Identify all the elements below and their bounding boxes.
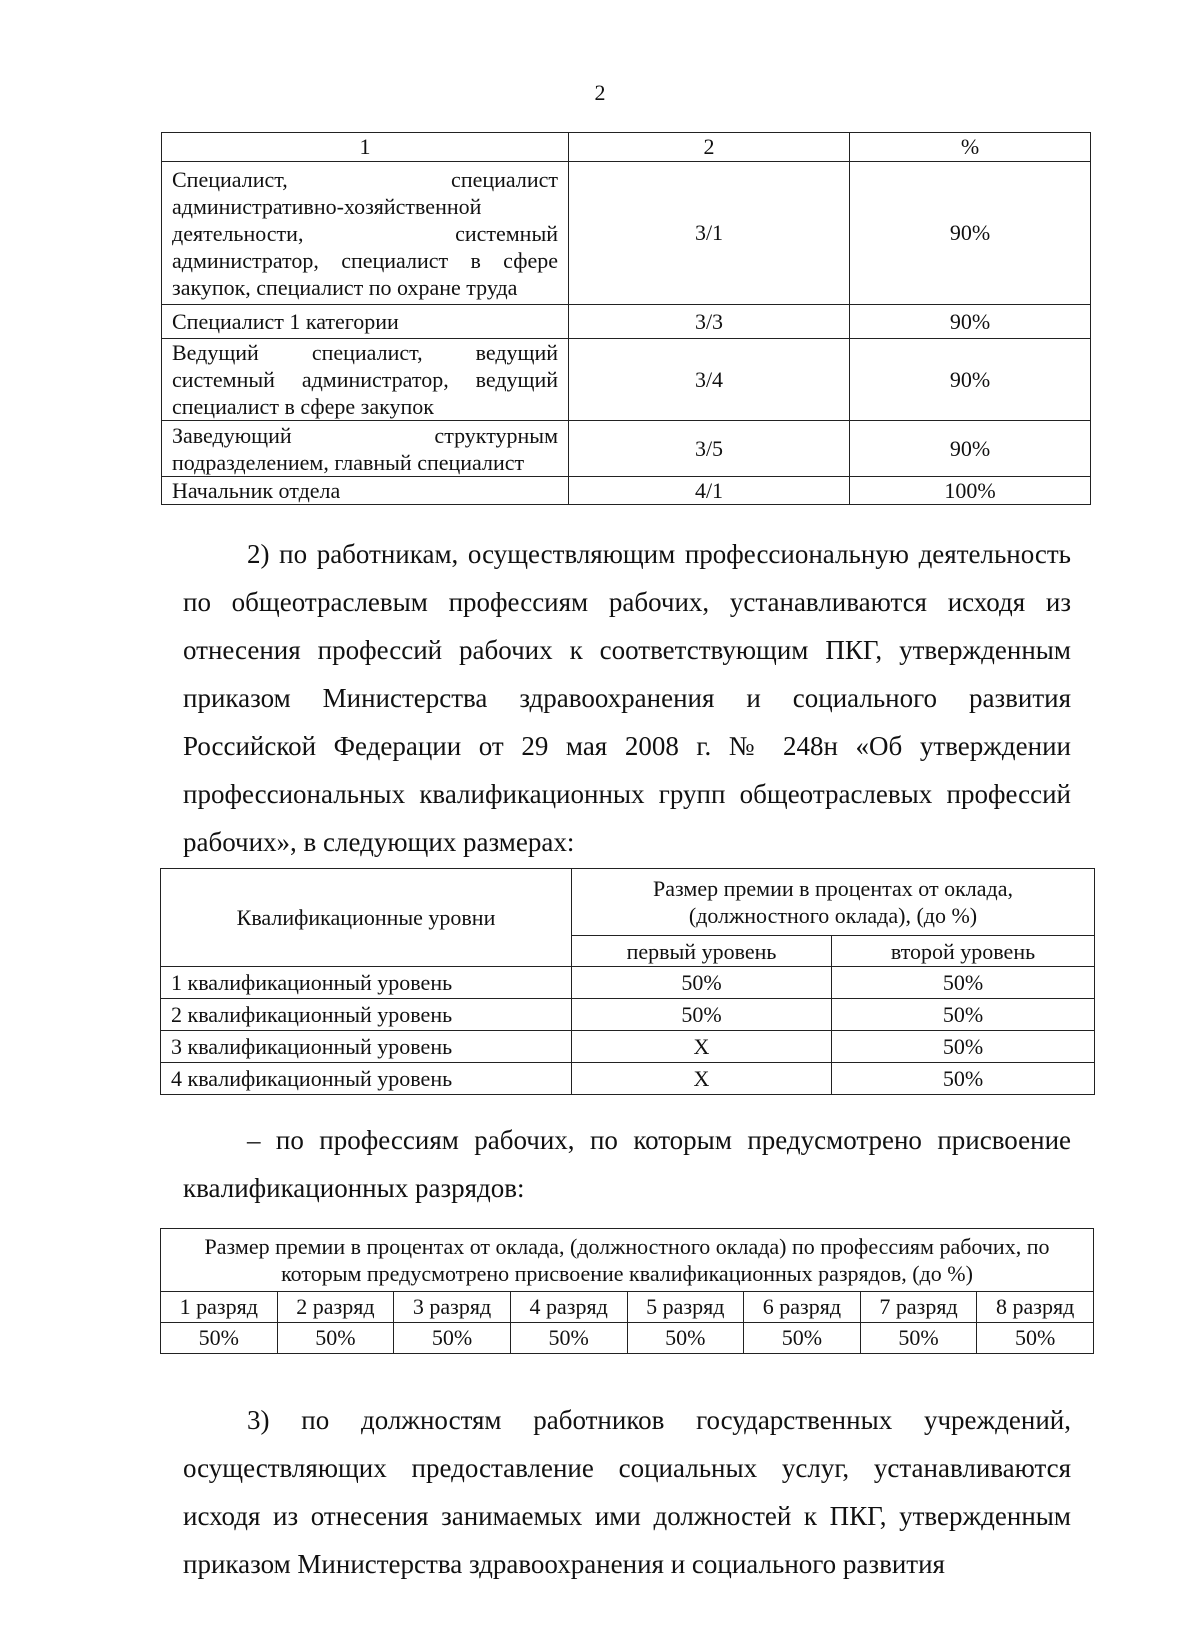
grades-premium-table — [160, 1228, 1094, 1354]
second-level-cell: 50% — [832, 1063, 1095, 1095]
value-cell: 50% — [510, 1323, 627, 1354]
group-cell: 3/3 — [569, 305, 850, 339]
position-cell: Ведущий специалист, ведущий системный администратор, ведущий специалист в сфере закупок — [162, 339, 569, 421]
column-header: 1 — [162, 133, 569, 162]
column-header: 2 — [569, 133, 850, 162]
second-level-cell: 50% — [832, 999, 1095, 1031]
grade-cell: 7 разряд — [860, 1292, 977, 1323]
paragraph-dash: – по профессиям рабочих, по которым предусмотрено присвоение квалификационных разрядов: — [183, 1125, 1071, 1203]
grade-cell: 3 разряд — [394, 1292, 511, 1323]
group-cell: 4/1 — [569, 477, 850, 505]
level-cell: 4 квалификационный уровень — [161, 1063, 572, 1095]
value-cell: 50% — [161, 1323, 278, 1354]
table-row — [162, 339, 1091, 421]
qualification-levels-table — [160, 868, 1095, 1095]
header-qualification-levels: Квалификационные уровни — [161, 869, 572, 967]
table-row — [161, 1031, 1095, 1063]
grade-cell: 5 разряд — [627, 1292, 744, 1323]
position-cell: Специалист, специалист административно-хозяйственной деятельности, системный администратор, специалист в сфере закупок, специалист по охране труда — [162, 162, 569, 305]
second-level-cell: 50% — [832, 967, 1095, 999]
group-cell: 3/1 — [569, 162, 850, 305]
first-level-cell: Х — [572, 1063, 832, 1095]
grades-row — [161, 1292, 1094, 1323]
table-row — [161, 999, 1095, 1031]
header-second-level: второй уровень — [832, 936, 1095, 967]
position-cell: Начальник отдела — [162, 477, 569, 505]
second-level-cell: 50% — [832, 1031, 1095, 1063]
percent-cell: 90% — [850, 162, 1091, 305]
grade-cell: 4 разряд — [510, 1292, 627, 1323]
value-cell: 50% — [394, 1323, 511, 1354]
value-cell: 50% — [744, 1323, 861, 1354]
position-cell: Заведующий структурным подразделением, главный специалист — [162, 421, 569, 477]
grade-cell: 6 разряд — [744, 1292, 861, 1323]
table-row — [162, 162, 1091, 305]
grade-cell: 8 разряд — [977, 1292, 1094, 1323]
percent-cell: 90% — [850, 305, 1091, 339]
positions-premium-table — [161, 132, 1091, 505]
grade-cell: 1 разряд — [161, 1292, 278, 1323]
percent-cell: 90% — [850, 421, 1091, 477]
table-header-row — [162, 133, 1091, 162]
table-header-row — [161, 869, 1095, 936]
percent-cell: 100% — [850, 477, 1091, 505]
first-level-cell: 50% — [572, 967, 832, 999]
paragraph-2: 2) по работникам, осуществляющим профессиональную деятельность по общеотраслевым профессиям рабочих, устанавливаются исходя из отнесения профессий рабочих к соответствующим ПКГ, утвержденным приказом Министерства здравоохранения и социального развития Российской Федерации от 29 мая 2008 г. № 248н «Об утверждении профессиональных квалификационных групп общеотраслевых профессий рабочих», в следующих размерах: — [183, 539, 1071, 857]
position-cell: Специалист 1 категории — [162, 305, 569, 339]
table-row — [162, 421, 1091, 477]
group-cell: 3/4 — [569, 339, 850, 421]
level-cell: 2 квалификационный уровень — [161, 999, 572, 1031]
first-level-cell: 50% — [572, 999, 832, 1031]
values-row — [161, 1323, 1094, 1354]
value-cell: 50% — [277, 1323, 394, 1354]
header-premium-size: Размер премии в процентах от оклада, (должностного оклада), (до %) — [572, 869, 1095, 936]
value-cell: 50% — [627, 1323, 744, 1354]
table-row — [162, 477, 1091, 505]
table-header-row — [161, 1229, 1094, 1292]
group-cell: 3/5 — [569, 421, 850, 477]
table-row — [161, 967, 1095, 999]
table-row — [162, 305, 1091, 339]
level-cell: 1 квалификационный уровень — [161, 967, 572, 999]
level-cell: 3 квалификационный уровень — [161, 1031, 572, 1063]
percent-cell: 90% — [850, 339, 1091, 421]
page-number: 2 — [594, 80, 606, 105]
header-grades-premium: Размер премии в процентах от оклада, (должностного оклада) по профессиям рабочих, по которым предусмотрено присвоение квалификационных разрядов, (до %) — [161, 1229, 1094, 1292]
table-row — [161, 1063, 1095, 1095]
paragraph-3: 3) по должностям работников государственных учреждений, осуществляющих предоставление социальных услуг, устанавливаются исходя из отнесения занимаемых ими должностей к ПКГ, утвержденным приказом Министерства здравоохранения и социального развития — [183, 1405, 1071, 1579]
header-first-level: первый уровень — [572, 936, 832, 967]
grade-cell: 2 разряд — [277, 1292, 394, 1323]
value-cell: 50% — [977, 1323, 1094, 1354]
column-header: % — [850, 133, 1091, 162]
value-cell: 50% — [860, 1323, 977, 1354]
first-level-cell: Х — [572, 1031, 832, 1063]
